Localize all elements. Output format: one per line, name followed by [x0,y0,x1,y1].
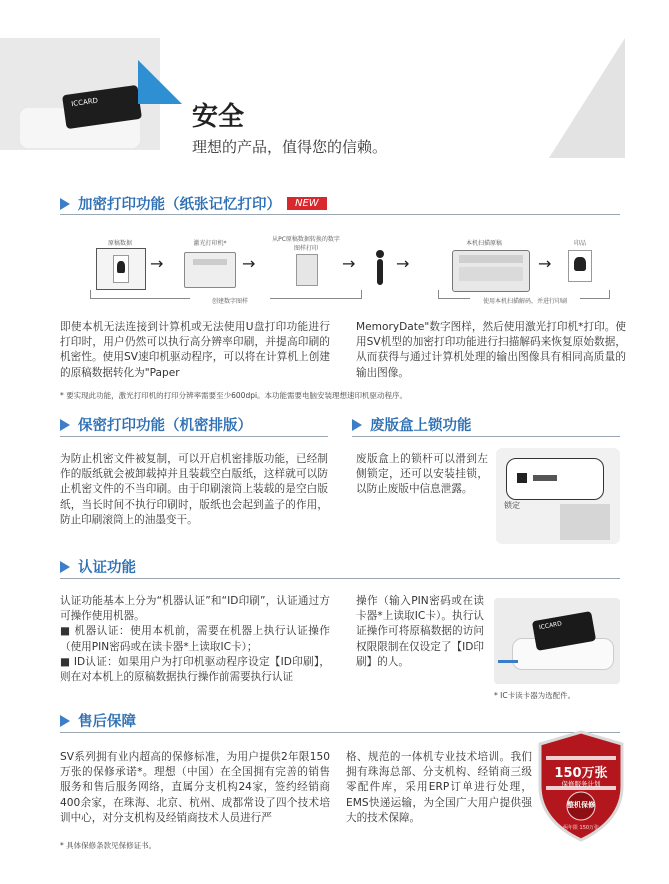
section-heading-confidential [60,414,252,435]
document-thumbnail-icon [113,255,129,283]
section-divider [352,436,620,437]
encrypted-print-paragraph-left: 即使本机无法连接到计算机或无法使用U盘打印功能进行打印时，用户仍然可以执行高分辨率印刷，并提高印刷的机密性。使用SV速印机驱动程序，可以将在计算机上创建的原稿数据转化为"Paper [60,321,330,379]
flow-bottom-label-right: 使用本机扫描解码，并进行印刷 [470,296,580,305]
laser-printer-icon [184,252,236,288]
warranty-shield-badge [536,730,626,842]
service-paragraph-left: SV系列拥有业内超高的保修标准，为用户提供2年限150万张的保修承诺*。理想（中国）在全国拥有完善的销售服务和售后服务网络，直属分支机构24家，签约经销商400余家，在珠海、北京、杭州、成都常设了四个技术培训中心，对分支机构及经销商技术人员进行严 [60,751,330,824]
flow-arrow-icon: → [538,254,552,273]
confidential-paragraph: 为防止机密文件被复制，可以开启机密排版功能，已经制作的版纸就会被卸载掉并且装载空白版纸，这样就可以防止机密文件的不当印刷。由于印刷滚筒上装载的是空白版纸，当长时间不执行印刷时，版纸也会起到盖子的作用，防止印刷滚筒上的油墨变干。 [60,453,328,526]
auth-paragraph-machine: ■ 机器认证：使用本机前，需要在机器上执行认证操作（使用PIN密码或在读卡器*上读取IC卡）； [60,625,330,653]
service-text-left [60,750,330,826]
flow-label-pc-pattern: 从PC原稿数据转换的数字图样打印 [272,236,340,252]
flow-label-original: 原稿数据 [107,240,132,247]
encrypted-print-text-left [60,320,330,381]
grey-triangle-decoration [549,38,625,158]
auth-paragraph-intro: 认证功能基本上分为“机器认证”和“ID印刷”，认证通过方可操作使用机器。 [60,595,330,623]
service-paragraph-right: 格、规范的一体机专业技术培训。我们拥有珠海总部、分支机构、经销商三级零配件库，采用ERP订单进行处理，EMS快递运输，为全国广大用户提供强大的技术保障。 [346,751,532,824]
usb-cable-image [498,660,518,663]
header-photo-card-reader [0,38,160,150]
section-heading-encrypted-print [60,193,327,214]
digital-pattern-sheet-icon [296,254,318,286]
ic-card-reader-photo [494,598,620,684]
shield-center-text: 整机保修 [567,801,595,809]
section-heading-waste-box [352,414,472,435]
flow-arrow-icon: → [396,254,410,273]
lock-label: 锁定 [504,501,520,510]
section-divider [60,578,620,579]
encrypted-print-footnote: * 要实现此功能，激光打印机的打印分辨率需要至少600dpi。本功能需要电脑安装理想速印机驱动程序。 [60,391,408,400]
person-walking-icon [372,250,388,288]
lock-slider-icon [533,475,557,481]
section-heading-auth [60,556,136,577]
auth-heading: 认证功能 [78,560,136,576]
triangle-bullet-icon [60,198,70,210]
shield-bottom-text: 两年限 150万张 [562,825,600,831]
flow-label-print: 印品 [573,240,586,247]
shield-headline: 150万张 [554,766,608,781]
duplicator-machine-icon [452,250,530,292]
triangle-bullet-icon [60,419,70,431]
auth-paragraph-id: ■ ID认证：如果用户为打印机驱动程序设定【ID印刷】，则在对本机上的原稿数据执行操作前需要执行认证 [60,655,330,684]
triangle-bullet-icon [60,561,70,573]
auth-text-right [356,594,484,670]
flow-bottom-label-left: 创建数字图样 [190,296,270,305]
card-reader-caption: * IC卡读卡器为选配件。 [494,691,576,700]
service-heading: 售后保障 [78,714,136,730]
section-divider [60,436,328,437]
page-title: 安全 [192,102,245,132]
page-subtitle: 理想的产品，值得您的信赖。 [192,138,388,156]
confidential-text [60,452,328,528]
padlock-icon [517,473,527,483]
service-footnote: * 具体保修条款见保修证书。 [60,841,157,850]
flow-label-laser-printer: 激光打印机* [193,240,227,247]
auth-paragraph-right: 操作（输入PIN密码或在读卡器*上读取IC卡）。执行认证操作可将原稿数据的访问权限限制在仅设定了【ID印刷】的人。 [356,595,484,668]
lock-lever-panel [506,458,604,500]
card-logo-text: ICCARD [70,96,99,109]
printed-output-icon [568,250,592,282]
waste-box-text [356,452,488,498]
auth-text-left [60,594,330,685]
waste-box-heading: 废版盒上锁功能 [370,418,472,434]
new-badge: NEW [287,197,327,210]
flow-arrow-icon: → [150,254,164,273]
computer-monitor-icon [96,248,146,290]
card-logo-text: ICCARD [538,620,563,632]
machine-body-image [560,504,610,540]
flow-label-scanner: 本机扫描原稿 [465,240,502,247]
service-text-right [346,750,532,826]
section-divider [60,214,620,215]
triangle-bullet-icon [60,715,70,727]
encrypted-print-paragraph-right: MemoryDate"数字图样，然后使用激光打印机*打印。使用SV机型的加密打印功能进行扫描解码来恢复原始数据，从而获得与通过计算机处理的输出图像具有相同高质量的输出图像。 [356,321,626,379]
encrypted-print-flow-diagram [60,232,620,312]
section-heading-service [60,710,136,731]
flow-arrow-icon: → [342,254,356,273]
waste-box-lock-photo [496,448,620,544]
blue-triangle-decoration [138,60,182,104]
flow-arrow-icon: → [242,254,256,273]
triangle-bullet-icon [352,419,362,431]
confidential-heading: 保密打印功能（机密排版） [78,418,252,434]
waste-box-paragraph: 废版盒上的锁杆可以滑到左侧锁定，还可以安装挂锁，以防止废版中信息泄露。 [356,453,488,496]
shield-subtitle: 保修服务计划 [561,780,601,788]
encrypted-print-text-right [356,320,626,381]
encrypted-print-heading: 加密打印功能（纸张记忆打印） [78,197,281,213]
